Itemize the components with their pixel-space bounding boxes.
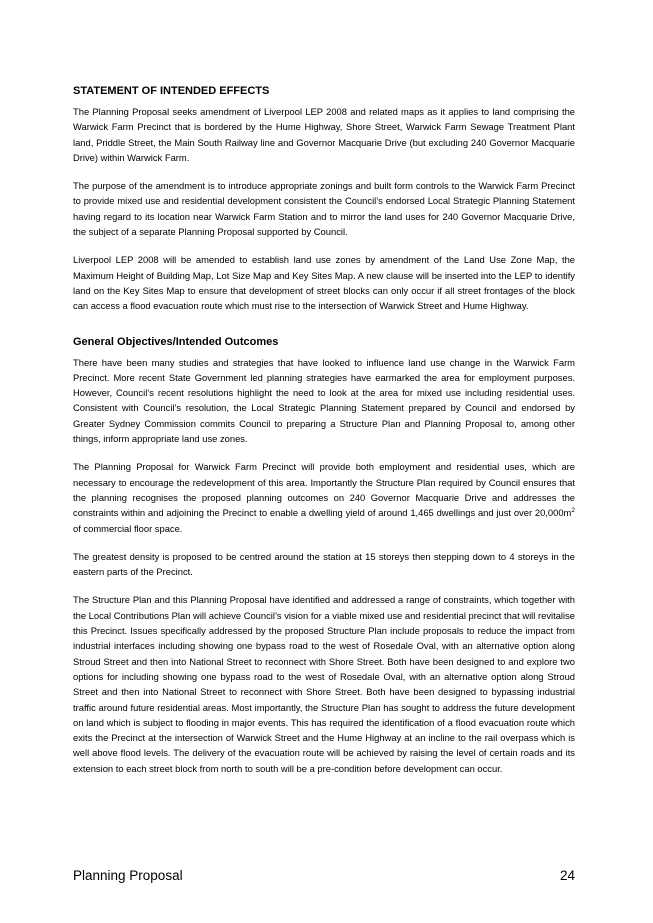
paragraph-text-end: of commercial floor space. bbox=[73, 522, 183, 534]
paragraph: The Structure Plan and this Planning Proposal have identified and addressed a range of constraints, which together with the Local Contributions Plan will achieve Council’s vision for a viable mixed use and residential precinct that will revitalise this Precinct. Issues specifically addressed by the proposed Structure Plan include proposals to reduce the impact from industrial interfaces including showing one bypass road to the west of Rosedale Oval, with an alternative option along Stroud Street and then into National Street to reconnect with Shore Street. Both have been designed to and explore two options for including showing one bypass road to the west of Rosedale Oval, with an alternative option along Stroud Street and then into National Street to reconnect with Shore Street. Both have been designed to bypassing industrial traffic around future residential areas. Most importantly, the Structure Plan has sought to address the future development on land which is subject to flooding in major events. This has required the identification of a flood evacuation route which exits the Precinct at the intersection of Warwick Street and the Hume Highway at an incline to the rail overpass which is well above flood levels. The delivery of the evacuation route will be achieved by raising the level of certain roads and its extension to each street block from north to south will be a pre-condition before development can occur. bbox=[73, 594, 575, 774]
paragraph: The purpose of the amendment is to introduce appropriate zonings and built form controls to the Warwick Farm Precinct to provide mixed use and residential development consistent the Council’s endorsed Local Strategic Planning Statement having regard to its location near Warwick Farm Station and to mirror the land uses for 240 Governor Macquarie Drive, the subject of a separate Planning Proposal supported by Council. bbox=[73, 180, 575, 238]
section-heading-objectives: General Objectives/Intended Outcomes bbox=[73, 335, 279, 348]
document-body bbox=[73, 84, 575, 776]
section-heading-statement: STATEMENT OF INTENDED EFFECTS bbox=[73, 85, 270, 97]
page-footer bbox=[73, 867, 575, 885]
paragraph: The greatest density is proposed to be centred around the station at 15 storeys then stepping down to 4 storeys in the eastern parts of the Precinct. bbox=[73, 550, 575, 578]
page-number: 24 bbox=[559, 868, 575, 883]
footer-title: Planning Proposal bbox=[73, 868, 183, 883]
paragraph-dwelling-yield bbox=[73, 459, 575, 535]
superscript: 2 bbox=[571, 507, 575, 515]
paragraph: The Planning Proposal seeks amendment of Liverpool LEP 2008 and related maps as it applies to land comprising the Warwick Farm Precinct that is bordered by the Hume Highway, Shore Street, Warwick Farm Sewage Treatment Plant land, Priddle Street, the Main South Railway line and Governor Macquarie Drive (but excluding 240 Governor Macquarie Drive) within Warwick Farm. bbox=[73, 106, 575, 163]
paragraph: There have been many studies and strategies that have looked to influence land use change in the Warwick Farm Precinct. More recent State Government led planning strategies have earmarked the area for employment purposes. However, Council’s recent resolutions highlight the need to look at the area for mixed use including residential uses. Consistent with Council’s resolution, the Local Strategic Planning Statement prepared by Council and endorsed by Greater Sydney Commission commits Council to preparing a Structure Plan and Planning Proposal to, among other things, inform appropriate land use zones. bbox=[73, 356, 575, 445]
paragraph: Liverpool LEP 2008 will be amended to establish land use zones by amendment of the Land Use Zone Map, the Maximum Height of Building Map, Lot Size Map and Key Sites Map. A new clause will be inserted into the LEP to identify land on the Key Sites Map to ensure that development of street blocks can only occur if all street frontages of the block can access a flood evacuation route which must rise to the intersection of Warwick Street and Hume Highway. bbox=[73, 254, 575, 312]
paragraph-text: The Planning Proposal for Warwick Farm Precinct will provide both employment and residential uses, which are necessary to encourage the redevelopment of this area. Importantly the Structure Plan required by Council ensures that the planning recognises the proposed planning outcomes on 240 Governor Macquarie Drive and addresses the constraints within and adjoining the Precinct to enable a dwelling yield of around 1,465 dwellings and just over 20,000m bbox=[73, 461, 575, 519]
